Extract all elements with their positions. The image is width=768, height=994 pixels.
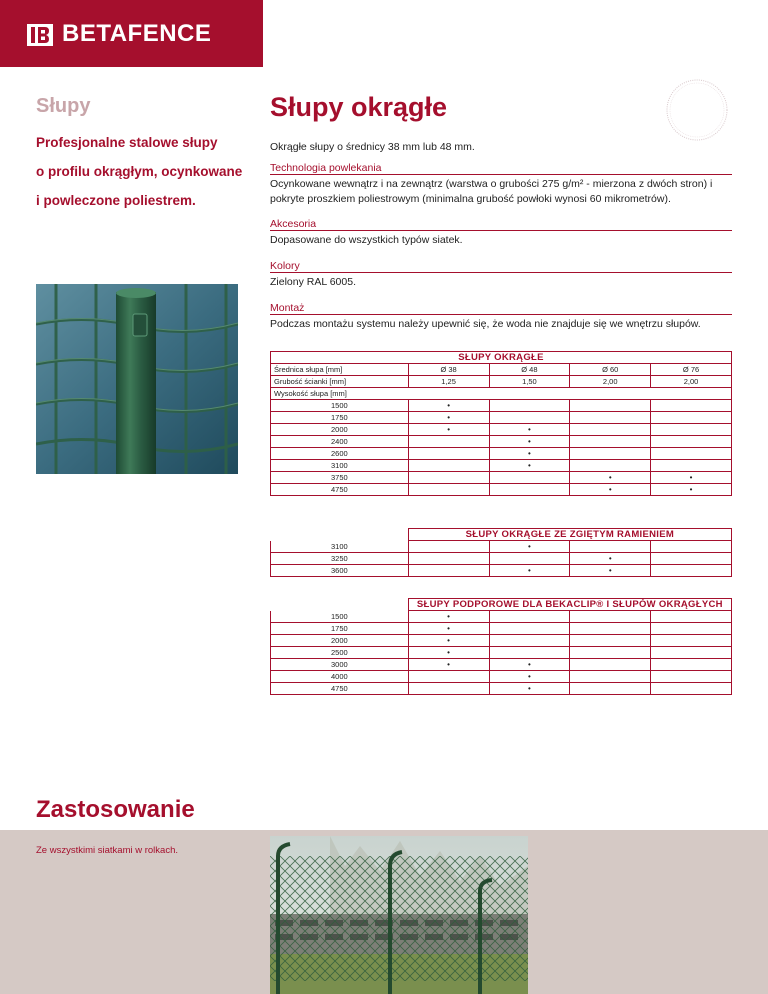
availability-cell xyxy=(408,541,489,553)
availability-cell: • xyxy=(570,565,651,577)
availability-cell xyxy=(570,412,651,424)
seal-icon xyxy=(665,78,729,142)
availability-cell xyxy=(651,448,732,460)
availability-cell xyxy=(408,683,489,695)
height-cell: 2400 xyxy=(271,436,409,448)
availability-cell xyxy=(570,448,651,460)
availability-cell: • xyxy=(489,541,570,553)
height-cell: 4000 xyxy=(271,671,409,683)
availability-cell: • xyxy=(408,647,489,659)
table-row xyxy=(271,635,732,647)
height-cell: 3100 xyxy=(271,460,409,472)
table-title: SŁUPY PODPOROWE DLA BEKACLIP® I SŁUPÓW OKRĄGŁYCH xyxy=(408,599,731,611)
availability-cell xyxy=(651,412,732,424)
availability-cell xyxy=(651,436,732,448)
availability-cell: • xyxy=(489,424,570,436)
height-cell: 3000 xyxy=(271,659,409,671)
height-cell: 1750 xyxy=(271,623,409,635)
usage-title: Zastosowanie xyxy=(36,796,195,823)
height-cell: 2500 xyxy=(271,647,409,659)
availability-cell: • xyxy=(489,460,570,472)
section-installation xyxy=(270,302,732,332)
height-cell: 1750 xyxy=(271,412,409,424)
availability-cell: • xyxy=(570,472,651,484)
availability-cell xyxy=(651,635,732,647)
availability-cell: • xyxy=(408,635,489,647)
availability-cell: • xyxy=(570,484,651,496)
availability-cell xyxy=(489,400,570,412)
table-cell: Ø 38 xyxy=(408,364,489,376)
availability-cell: • xyxy=(489,659,570,671)
table-body xyxy=(271,541,732,577)
height-cell: 3250 xyxy=(271,553,409,565)
section-colors xyxy=(270,260,732,290)
availability-cell: • xyxy=(489,565,570,577)
section-body: Zielony RAL 6005. xyxy=(270,276,356,288)
brand-header xyxy=(0,0,263,67)
section-heading: Montaż xyxy=(270,302,732,315)
fence-installation-photo xyxy=(270,836,528,994)
height-cell: 2600 xyxy=(271,448,409,460)
availability-cell xyxy=(651,671,732,683)
table-row xyxy=(271,611,732,623)
availability-cell xyxy=(651,541,732,553)
table-row xyxy=(271,460,732,472)
availability-cell xyxy=(408,436,489,448)
brand-name: BETAFENCE xyxy=(62,20,212,47)
intro-text: Okrągłe słupy o średnicy 38 mm lub 48 mm. xyxy=(270,141,475,153)
availability-cell xyxy=(651,623,732,635)
height-cell: 1500 xyxy=(271,400,409,412)
availability-cell: • xyxy=(408,611,489,623)
table-row xyxy=(271,647,732,659)
table-row xyxy=(271,553,732,565)
table-body xyxy=(271,611,732,695)
height-cell: 3750 xyxy=(271,472,409,484)
availability-cell xyxy=(651,553,732,565)
availability-cell xyxy=(570,671,651,683)
table-row xyxy=(271,683,732,695)
table-cell: 2,00 xyxy=(651,376,732,388)
availability-cell xyxy=(651,460,732,472)
section-accessories xyxy=(270,218,732,248)
availability-cell xyxy=(651,611,732,623)
row-label: Wysokość słupa [mm] xyxy=(271,388,732,400)
sidebar-title: Słupy xyxy=(36,95,91,117)
availability-cell xyxy=(651,565,732,577)
availability-cell: • xyxy=(489,448,570,460)
availability-cell: • xyxy=(651,472,732,484)
availability-cell: • xyxy=(408,623,489,635)
table-title: SŁUPY OKRĄGŁE xyxy=(271,352,732,364)
sidebar-desc-line: i powleczone poliestrem. xyxy=(36,193,196,208)
availability-cell xyxy=(408,484,489,496)
availability-cell xyxy=(570,424,651,436)
availability-cell: • xyxy=(570,553,651,565)
table-row xyxy=(271,484,732,496)
sidebar-desc-line: Profesjonalne stalowe słupy xyxy=(36,135,218,150)
bent-arm-posts-table xyxy=(270,528,732,577)
table-row xyxy=(271,424,732,436)
availability-cell: • xyxy=(489,671,570,683)
height-cell: 4750 xyxy=(271,484,409,496)
height-cell: 3100 xyxy=(271,541,409,553)
section-heading: Kolory xyxy=(270,260,732,273)
availability-cell xyxy=(570,683,651,695)
section-body: Ocynkowane wewnątrz i na zewnątrz (warstwa o grubości 275 g/m² - mierzona z dwóch stron) i pokryte proszkiem poliestrowym (minimalna grubość powłoki wynosi 60 mikrometrów). xyxy=(270,178,713,205)
availability-cell: • xyxy=(489,436,570,448)
table-row xyxy=(271,541,732,553)
availability-cell xyxy=(408,460,489,472)
availability-cell xyxy=(570,623,651,635)
height-cell: 2000 xyxy=(271,635,409,647)
availability-cell xyxy=(570,436,651,448)
sidebar-desc-line: o profilu okrągłym, ocynkowane xyxy=(36,164,243,179)
table-cell: 1,25 xyxy=(408,376,489,388)
table-row xyxy=(271,376,732,388)
section-heading: Technologia powlekania xyxy=(270,162,732,175)
table-row xyxy=(271,436,732,448)
section-heading: Akcesoria xyxy=(270,218,732,231)
availability-cell xyxy=(570,611,651,623)
availability-cell: • xyxy=(651,484,732,496)
availability-cell xyxy=(489,611,570,623)
availability-cell xyxy=(570,635,651,647)
height-cell: 2000 xyxy=(271,424,409,436)
availability-cell xyxy=(408,671,489,683)
table-cell: Ø 60 xyxy=(570,364,651,376)
table-row xyxy=(271,659,732,671)
height-cell: 1500 xyxy=(271,611,409,623)
availability-cell: • xyxy=(489,683,570,695)
row-label: Średnica słupa [mm] xyxy=(271,364,409,376)
table-row xyxy=(271,388,732,400)
availability-cell: • xyxy=(408,412,489,424)
availability-cell xyxy=(651,683,732,695)
availability-cell xyxy=(489,647,570,659)
availability-cell xyxy=(651,424,732,436)
post-photo xyxy=(36,284,238,474)
availability-cell: • xyxy=(408,400,489,412)
table-row xyxy=(271,364,732,376)
availability-cell xyxy=(489,635,570,647)
availability-cell: • xyxy=(408,424,489,436)
table-row xyxy=(271,400,732,412)
availability-cell xyxy=(489,553,570,565)
availability-cell xyxy=(651,659,732,671)
availability-cell xyxy=(570,541,651,553)
availability-cell xyxy=(570,460,651,472)
sidebar-description xyxy=(36,128,256,215)
section-coating xyxy=(270,162,732,207)
table-cell: Ø 76 xyxy=(651,364,732,376)
table-body xyxy=(271,400,732,496)
availability-cell xyxy=(408,553,489,565)
table-cell: Ø 48 xyxy=(489,364,570,376)
availability-cell xyxy=(489,623,570,635)
table-row xyxy=(271,565,732,577)
table-row xyxy=(271,472,732,484)
availability-cell xyxy=(489,412,570,424)
table-row xyxy=(271,412,732,424)
section-body: Podczas montażu systemu należy upewnić się, że woda nie znajduje się we wnętrzu słupów. xyxy=(270,318,701,330)
availability-cell xyxy=(570,659,651,671)
usage-description: Ze wszystkimi siatkami w rolkach. xyxy=(36,845,178,856)
betafence-logo-icon xyxy=(27,24,53,46)
section-body: Dopasowane do wszystkich typów siatek. xyxy=(270,234,463,246)
availability-cell xyxy=(651,400,732,412)
table-row xyxy=(271,671,732,683)
page-title: Słupy okrągłe xyxy=(270,92,448,122)
availability-cell xyxy=(489,484,570,496)
availability-cell xyxy=(651,647,732,659)
support-posts-table xyxy=(270,598,732,695)
row-label: Grubość ścianki [mm] xyxy=(271,376,409,388)
height-cell: 4750 xyxy=(271,683,409,695)
availability-cell: • xyxy=(408,659,489,671)
availability-cell xyxy=(408,472,489,484)
availability-cell xyxy=(408,565,489,577)
table-cell: 2,00 xyxy=(570,376,651,388)
table-row xyxy=(271,623,732,635)
availability-cell xyxy=(570,400,651,412)
round-posts-table xyxy=(270,351,732,496)
height-cell: 3600 xyxy=(271,565,409,577)
availability-cell xyxy=(489,472,570,484)
availability-cell xyxy=(570,647,651,659)
table-cell: 1,50 xyxy=(489,376,570,388)
table-title: SŁUPY OKRĄGŁE ZE ZGIĘTYM RAMIENIEM xyxy=(408,529,731,541)
table-row xyxy=(271,448,732,460)
availability-cell xyxy=(408,448,489,460)
